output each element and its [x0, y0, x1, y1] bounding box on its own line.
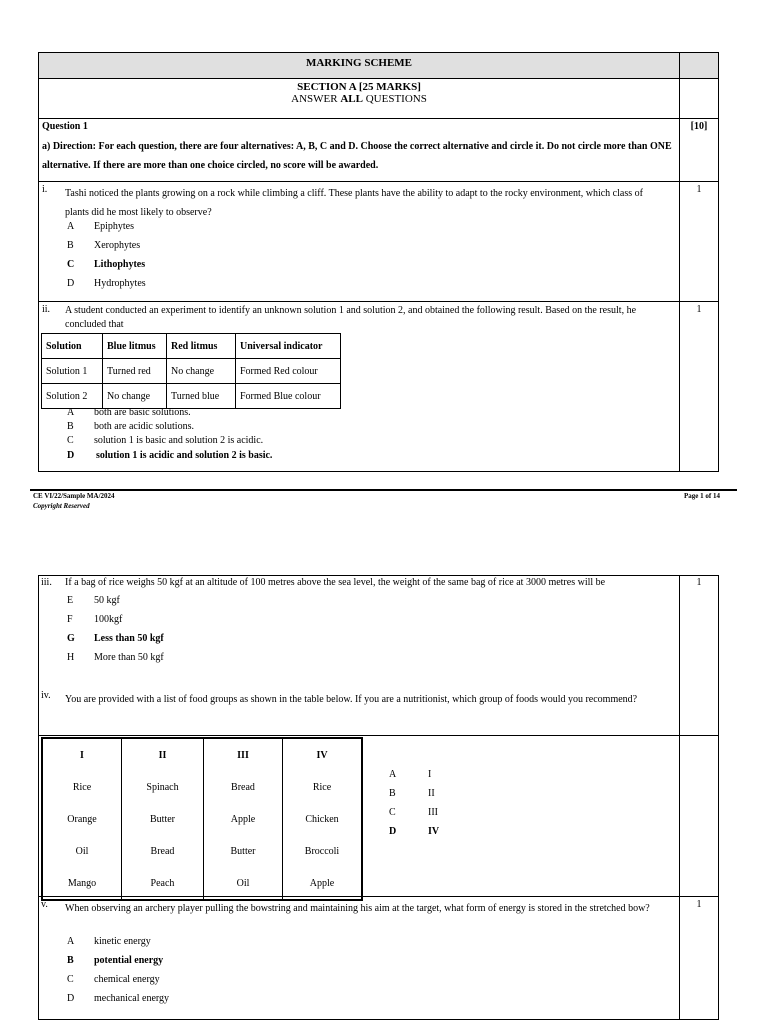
footer-code: CE VI/22/Sample MA/2024	[33, 492, 115, 500]
section-header-cell	[38, 78, 680, 119]
footer-copyright: Copyright Reserved	[33, 502, 90, 510]
table-row	[42, 771, 362, 803]
table-cell: Butter	[204, 835, 283, 867]
table-cell: Spinach	[122, 771, 204, 803]
question-iii-iv-cell	[38, 575, 680, 736]
table-row	[42, 803, 362, 835]
question-ii-cell	[38, 301, 680, 472]
option-row: F 100kgf	[67, 614, 123, 625]
question-iv-text: You are provided with a list of food groups as shown in the table below. If you are a nutritionist, which group of foods would you recommend?	[65, 694, 638, 705]
food-group-header: II	[122, 738, 204, 771]
table-cell: Oil	[204, 867, 283, 900]
option-row: E 50 kgf	[67, 595, 120, 606]
question-iii-number: iii.	[41, 577, 52, 588]
table-cell: Solution 2	[42, 384, 103, 409]
option-row: C III	[389, 807, 438, 818]
question-ii-number: ii.	[42, 304, 51, 315]
result-table	[41, 333, 341, 409]
table-cell: Rice	[42, 771, 122, 803]
question-ii-mark-cell	[679, 301, 719, 472]
table-cell: Formed Red colour	[236, 359, 341, 384]
question-iv-number: iv.	[41, 690, 51, 701]
table-cell: Broccoli	[304, 845, 340, 857]
table-cell: No change	[167, 359, 236, 384]
table-row	[42, 384, 341, 409]
question-i-mark: 1	[696, 184, 702, 195]
food-table-header	[42, 738, 362, 771]
table-cell: Butter	[122, 803, 204, 835]
scheme-title: MARKING SCHEME	[305, 57, 413, 69]
table-cell: Formed Blue colour	[236, 384, 341, 409]
option-row-correct: C Lithophytes	[67, 259, 146, 270]
question-v-mark-cell	[679, 896, 719, 1020]
question-v-cell	[38, 896, 680, 1020]
question-iii-text: If a bag of rice weighs 50 kgf at an altitude of 100 metres above the sea level, the weight of the same bag of rice at 3000 metres will be	[65, 577, 606, 588]
question1-label: Question 1	[42, 121, 88, 132]
question-i-text: Tashi noticed the plants growing on a rock while climbing a cliff. These plants have the ability to adapt to the rocky environment, which class of plants did he most likely to observe?	[65, 188, 643, 218]
option-row: A I	[389, 769, 432, 780]
answer-instruction: ANSWER ALL QUESTIONS	[291, 93, 427, 105]
food-group-header: III	[204, 738, 283, 771]
option-row: D Hydrophytes	[67, 278, 146, 289]
option-row: B II	[389, 788, 435, 799]
option-row: D mechanical energy	[67, 993, 170, 1004]
question-i-number: i.	[42, 184, 48, 195]
table-header-cell: Blue litmus	[103, 334, 167, 359]
question-i-options	[67, 221, 146, 297]
option-row: A both are basic solutions.	[67, 407, 191, 418]
option-row-correct: D solution 1 is acidic and solution 2 is basic.	[67, 450, 273, 461]
marks-cell	[679, 78, 719, 119]
food-group-header: IV	[316, 749, 328, 761]
option-row-correct: D IV	[389, 826, 440, 837]
question-iv-mark-cell	[679, 735, 719, 897]
question-v-text: When observing an archery player pulling the bowstring and maintaining his aim at the target, what form of energy is stored in the stretched bow?	[65, 903, 650, 914]
question-v-options	[67, 936, 169, 1012]
option-row: A kinetic energy	[67, 936, 151, 947]
question1-marks-cell	[679, 118, 719, 182]
question-v-mark: 1	[696, 899, 702, 910]
question-i-cell	[38, 181, 680, 302]
table-cell: Turned red	[103, 359, 167, 384]
marks-header-cell	[679, 52, 719, 79]
table-cell: Chicken	[305, 813, 339, 825]
direction-text: a) Direction: For each question, there are four alternatives: A, B, C and D. Choose the correct alternative and circle it. Do not circle more than ONE alternative. If there are more than one choice circled, no score will be awarded.	[42, 141, 672, 171]
question-iii-mark-cell	[679, 575, 719, 736]
food-groups-table	[41, 737, 363, 901]
question1-marks: [10]	[690, 121, 708, 132]
option-row: A Epiphytes	[67, 221, 134, 232]
question-iii-mark: 1	[696, 577, 702, 588]
question1-cell	[38, 118, 680, 182]
option-row: C chemical energy	[67, 974, 160, 985]
table-cell: Turned blue	[167, 384, 236, 409]
table-row	[42, 359, 341, 384]
table-cell: Apple	[309, 877, 335, 889]
food-group-header: I	[42, 738, 122, 771]
question-iii-options	[67, 595, 164, 671]
table-cell: Mango	[42, 867, 122, 900]
table-cell: Bread	[204, 771, 283, 803]
question-ii-text: A student conducted an experiment to identify an unknown solution 1 and solution 2, and obtained the following result. Based on the result, he concluded that	[65, 305, 637, 330]
question-ii-mark: 1	[696, 304, 702, 315]
table-header-cell: Solution	[42, 334, 103, 359]
table-cell: Oil	[42, 835, 122, 867]
table-cell: Apple	[204, 803, 283, 835]
table-cell: Orange	[42, 803, 122, 835]
option-row: C solution 1 is basic and solution 2 is acidic.	[67, 435, 264, 446]
table-header-cell: Red litmus	[167, 334, 236, 359]
option-row: B both are acidic solutions.	[67, 421, 194, 432]
scheme-title-cell	[38, 52, 680, 79]
question-ii-options	[67, 407, 272, 465]
table-header-cell: Universal indicator	[236, 334, 341, 359]
question-v-number: v.	[41, 899, 48, 910]
question-iv-options	[389, 769, 439, 845]
option-row: H More than 50 kgf	[67, 652, 164, 663]
table-cell: No change	[103, 384, 167, 409]
footer-page: Page 1 of 14	[684, 492, 720, 500]
table-cell: Solution 1	[42, 359, 103, 384]
table-cell: Rice	[312, 781, 332, 793]
food-groups-cell	[38, 735, 680, 897]
option-row-correct: B potential energy	[67, 955, 164, 966]
result-table-header	[42, 334, 341, 359]
table-cell: Peach	[122, 867, 204, 900]
table-row	[42, 835, 362, 867]
table-cell: Bread	[122, 835, 204, 867]
section-title: SECTION A [25 MARKS]	[297, 81, 421, 93]
footer-rule	[30, 489, 737, 491]
option-row-correct: G Less than 50 kgf	[67, 633, 164, 644]
option-row: B Xerophytes	[67, 240, 141, 251]
question-i-mark-cell	[679, 181, 719, 302]
